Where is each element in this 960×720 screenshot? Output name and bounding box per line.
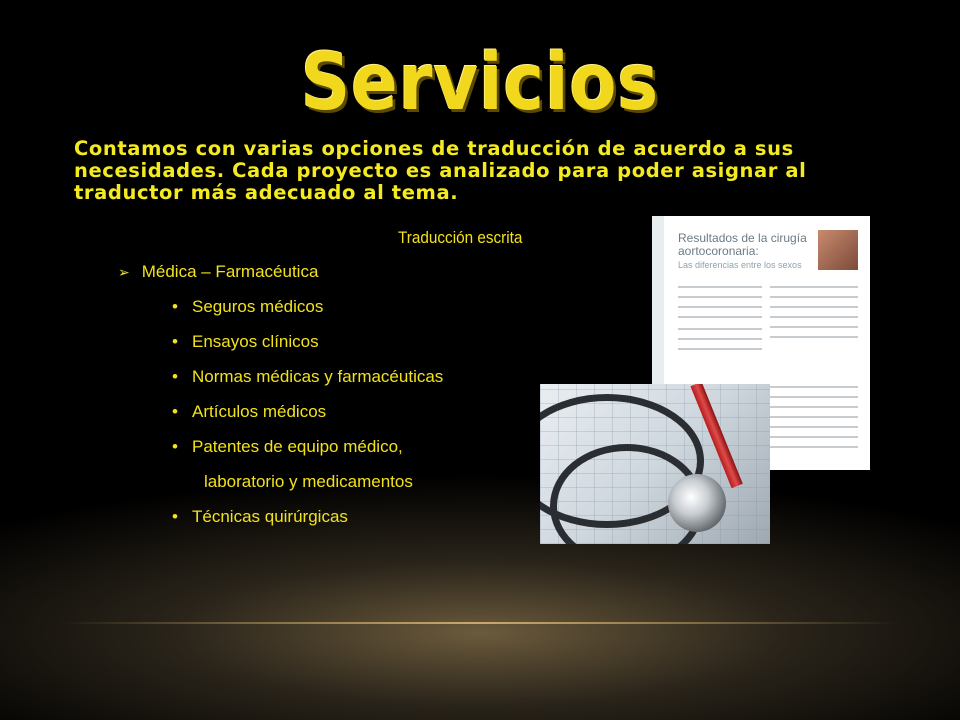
article-heading: Resultados de la cirugía aortocoronaria: (678, 231, 807, 258)
list-item: • Ensayos clínicos (172, 332, 319, 351)
bullet-icon: • (172, 437, 178, 456)
section-subheading: Traducción escrita (398, 228, 523, 247)
intro-paragraph: Contamos con varias opciones de traducción de acuerdo a sus necesidades. Cada proyecto es analizado para poder asignar al traductor más adecuado al tema. (74, 137, 807, 204)
service-list (172, 296, 443, 541)
article-subheading: Las diferencias entre los sexos (678, 260, 802, 270)
bullet-icon: • (172, 367, 178, 386)
stethoscope-chestpiece-icon (668, 474, 726, 532)
stethoscope-image (540, 384, 770, 544)
bullet-icon: • (172, 297, 178, 316)
bullet-icon: • (172, 402, 178, 421)
list-item: • Patentes de equipo médico, (172, 437, 403, 456)
list-item: • Técnicas quirúrgicas (172, 507, 348, 526)
list-item: • Normas médicas y farmacéuticas (172, 367, 444, 386)
arrowhead-bullet-icon: ➢ (118, 263, 130, 280)
list-item-continuation: laboratorio y medicamentos (204, 472, 413, 491)
category-item (118, 262, 318, 282)
category-label: Médica – Farmacéutica (141, 262, 319, 281)
decorative-glow-line (60, 622, 900, 624)
list-item: • Artículos médicos (172, 402, 327, 421)
slide-title: Servicios (300, 38, 660, 128)
bullet-icon: • (172, 332, 178, 351)
list-item: • Seguros médicos (172, 297, 324, 316)
author-photo (818, 230, 858, 270)
bullet-icon: • (172, 507, 178, 526)
